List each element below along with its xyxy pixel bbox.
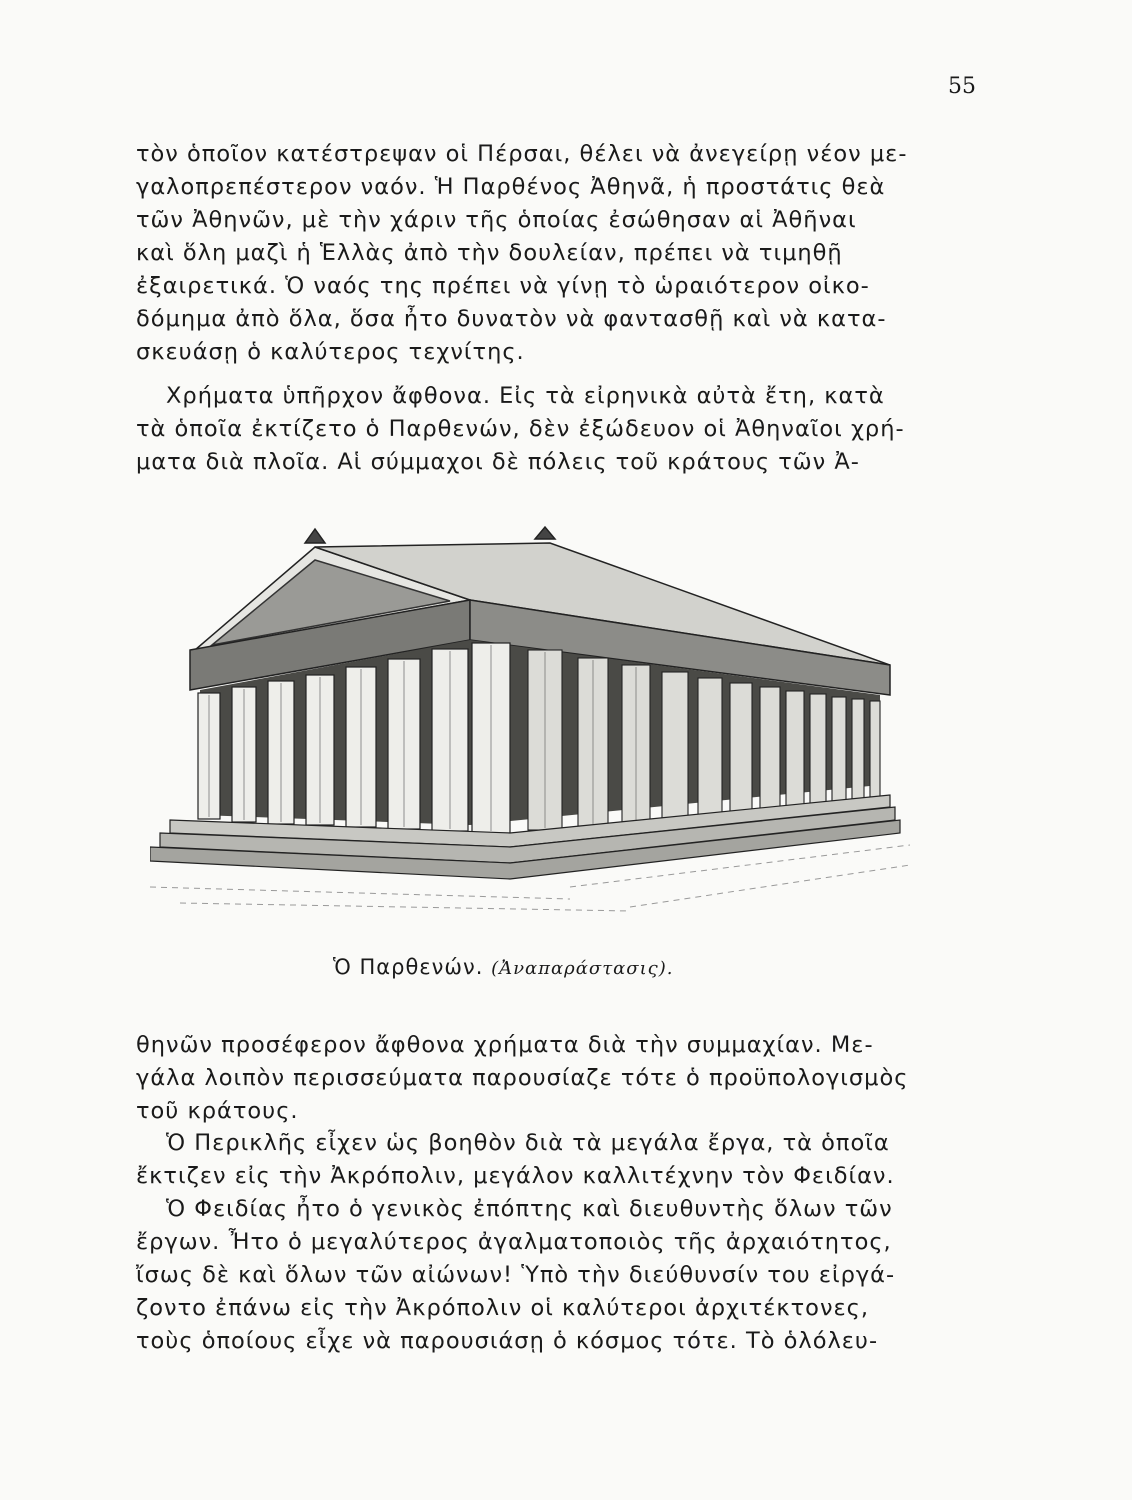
text-line: σκευάσῃ ὁ καλύτερος τεχνίτης.: [136, 339, 525, 365]
page-number: 55: [948, 74, 976, 99]
text-line: ματα διὰ πλοῖα. Αἱ σύμμαχοι δὲ πόλεις τοῦ κράτους τῶν Ἀ-: [136, 449, 860, 475]
paragraph-1: [136, 138, 986, 369]
text-line: ζοντο ἐπάνω εἰς τὴν Ἀκρόπολιν οἱ καλύτεροι ἀρχιτέκτονες,: [136, 1295, 870, 1321]
text-line: ἴσως δὲ καὶ ὅλων τῶν αἰώνων! Ὑπὸ τὴν διεύθυνσίν του εἰργά-: [136, 1262, 896, 1288]
parthenon-illustration: [150, 515, 910, 935]
text-line: δόμημα ἀπὸ ὅλα, ὅσα ἦτο δυνατὸν νὰ φαντασθῇ καὶ νὰ κατα-: [136, 306, 887, 332]
text-line: ἔκτιζεν εἰς τὴν Ἀκρόπολιν, μεγάλον καλλιτέχνην τὸν Φειδίαν.: [136, 1163, 895, 1189]
caption-note: (Ἀναπαράστασις).: [491, 958, 674, 979]
paragraph-2: [136, 380, 986, 479]
text-line: τὰ ὁποῖα ἐκτίζετο ὁ Παρθενών, δὲν ἐξώδευον οἱ Ἀθηναῖοι χρή-: [136, 416, 905, 442]
text-line: Ὁ Περικλῆς εἶχεν ὡς βοηθὸν διὰ τὰ μεγάλα ἔργα, τὰ ὁποῖα: [166, 1130, 890, 1156]
caption-main: Ὁ Παρθενών.: [333, 955, 484, 979]
paragraph-4: [136, 1127, 986, 1193]
text-line: τοῦ κράτους.: [136, 1098, 299, 1124]
paragraph-5: [136, 1193, 986, 1358]
text-line: ἔργων. Ἦτο ὁ μεγαλύτερος ἀγαλματοποιὸς τῆς ἀρχαιότητος,: [136, 1229, 892, 1255]
text-line: τὸν ὁποῖον κατέστρεψαν οἱ Πέρσαι, θέλει νὰ ἀνεγείρῃ νέον με-: [136, 141, 908, 167]
text-line: Ὁ Φειδίας ἦτο ὁ γενικὸς ἐπόπτης καὶ διευθυντὴς ὅλων τῶν: [166, 1196, 893, 1222]
text-line: γαλοπρεπέστερον ναόν. Ἡ Παρθένος Ἀθηνᾶ, ἡ προστάτις θεὰ: [136, 174, 886, 200]
text-line: γάλα λοιπὸν περισσεύματα παρουσίαζε τότε ὁ προϋπολογισμὸς: [136, 1065, 909, 1091]
text-line: τῶν Ἀθηνῶν, μὲ τὴν χάριν τῆς ὁποίας ἐσώθησαν αἱ Ἀθῆναι: [136, 207, 857, 233]
text-line: Χρήματα ὑπῆρχον ἄφθονα. Εἰς τὰ εἰρηνικὰ αὐτὰ ἔτη, κατὰ: [166, 383, 885, 409]
paragraph-3: [136, 1029, 986, 1128]
figure-caption: [333, 955, 673, 979]
text-line: ἐξαιρετικά. Ὁ ναός της πρέπει νὰ γίνῃ τὸ ὡραιότερον οἰκο-: [136, 273, 870, 299]
text-line: καὶ ὅλη μαζὶ ἡ Ἑλλὰς ἀπὸ τὴν δουλείαν, πρέπει νὰ τιμηθῇ: [136, 240, 843, 266]
text-line: θηνῶν προσέφερον ἄφθονα χρήματα διὰ τὴν συμμαχίαν. Με-: [136, 1032, 874, 1058]
text-line: τοὺς ὁποίους εἶχε νὰ παρουσιάσῃ ὁ κόσμος τότε. Τὸ ὁλόλευ-: [136, 1328, 879, 1354]
